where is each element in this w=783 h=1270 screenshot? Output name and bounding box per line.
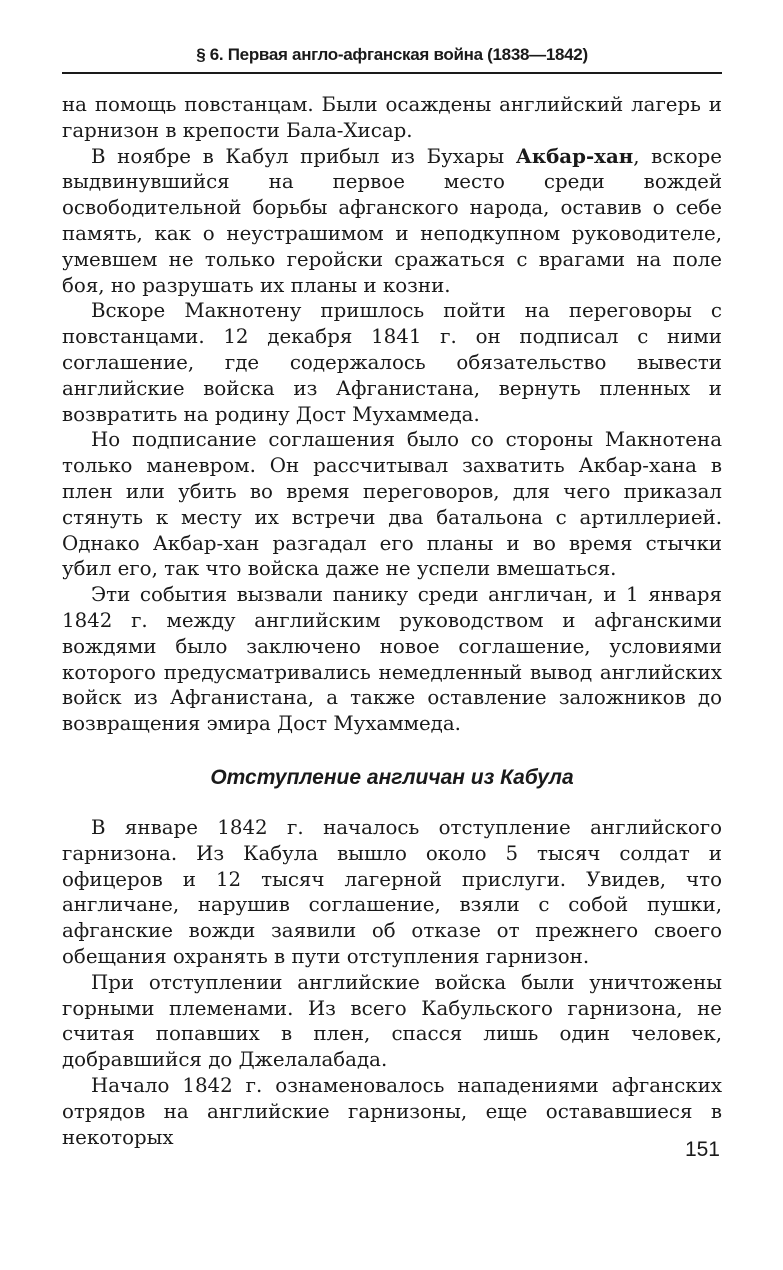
paragraph-new-agreement: Эти события вызвали панику среди англичан, и 1 января 1842 г. между английским руководством и афганскими вождями было заключено новое соглашение, условиями которого предусматривались немедленный вывод английских войск из Афганистана, а также оставление заложников до возвращения эмира Дост Мухаммеда. <box>62 583 722 736</box>
text-block-top <box>62 92 722 737</box>
paragraph-text: В ноябре в Кабул прибыл из Бухары <box>91 144 516 168</box>
header-rule <box>62 72 722 74</box>
text-block-bottom <box>62 815 722 1150</box>
page-number: 151 <box>684 1138 720 1161</box>
paragraph-attacks: Начало 1842 г. ознаменовалось нападениями афганских отрядов на английские гарнизоны, еще остававшиеся в некоторых <box>62 1073 722 1149</box>
paragraph-text: , вскоре выдвинувшийся на первое место среди вождей освободительной борьбы афганского народа, оставив о себе память, как о неустрашимом и неподкупном руководителе, умевшем не только геройски сражаться с врагами на поле боя, но разрушать их планы и козни. <box>62 144 722 297</box>
paragraph-akbar-khan <box>62 144 722 299</box>
bold-term-akbar-khan: Акбар-хан <box>515 143 634 168</box>
paragraph-negotiations: Вскоре Макнотену пришлось пойти на переговоры с повстанцами. 12 декабря 1841 г. он подписал с ними соглашение, где содержалось обязательство вывести английские войска из Афганистана, вернуть пленных и возвратить на родину Дост Мухаммеда. <box>62 299 722 426</box>
paragraph-continuation: на помощь повстанцам. Были осаждены английский лагерь и гарнизон в крепости Бала-Хисар. <box>62 93 722 142</box>
running-header: § 6. Первая англо-афганская война (1838—1842) <box>196 45 588 64</box>
paragraph-retreat: В январе 1842 г. началось отступление английского гарнизона. Из Кабула вышло около 5 тысяч солдат и офицеров и 12 тысяч лагерной прислуги. Увидев, что англичане, нарушив соглашение, взяли с собой пушки, афганские вожди заявили об отказе от прежнего своего обещания охранять в пути отступления гарнизон. <box>62 816 722 968</box>
paragraph-maneuver: Но подписание соглашения было со стороны Макнотена только маневром. Он рассчитывал захватить Акбар-хана в плен или убить во время переговоров, для чего приказал стянуть к месту их встречи два батальона с артиллерией. Однако Акбар-хан разгадал его планы и во время стычки убил его, так что войска даже не успели вмешаться. <box>62 428 722 581</box>
section-heading: Отступление англичан из Кабула <box>210 766 574 789</box>
paragraph-destruction: При отступлении английские войска были уничтожены горными племенами. Из всего Кабульского гарнизона, не считая попавших в плен, спасся лишь один человек, добравшийся до Джелалабада. <box>62 970 722 1072</box>
